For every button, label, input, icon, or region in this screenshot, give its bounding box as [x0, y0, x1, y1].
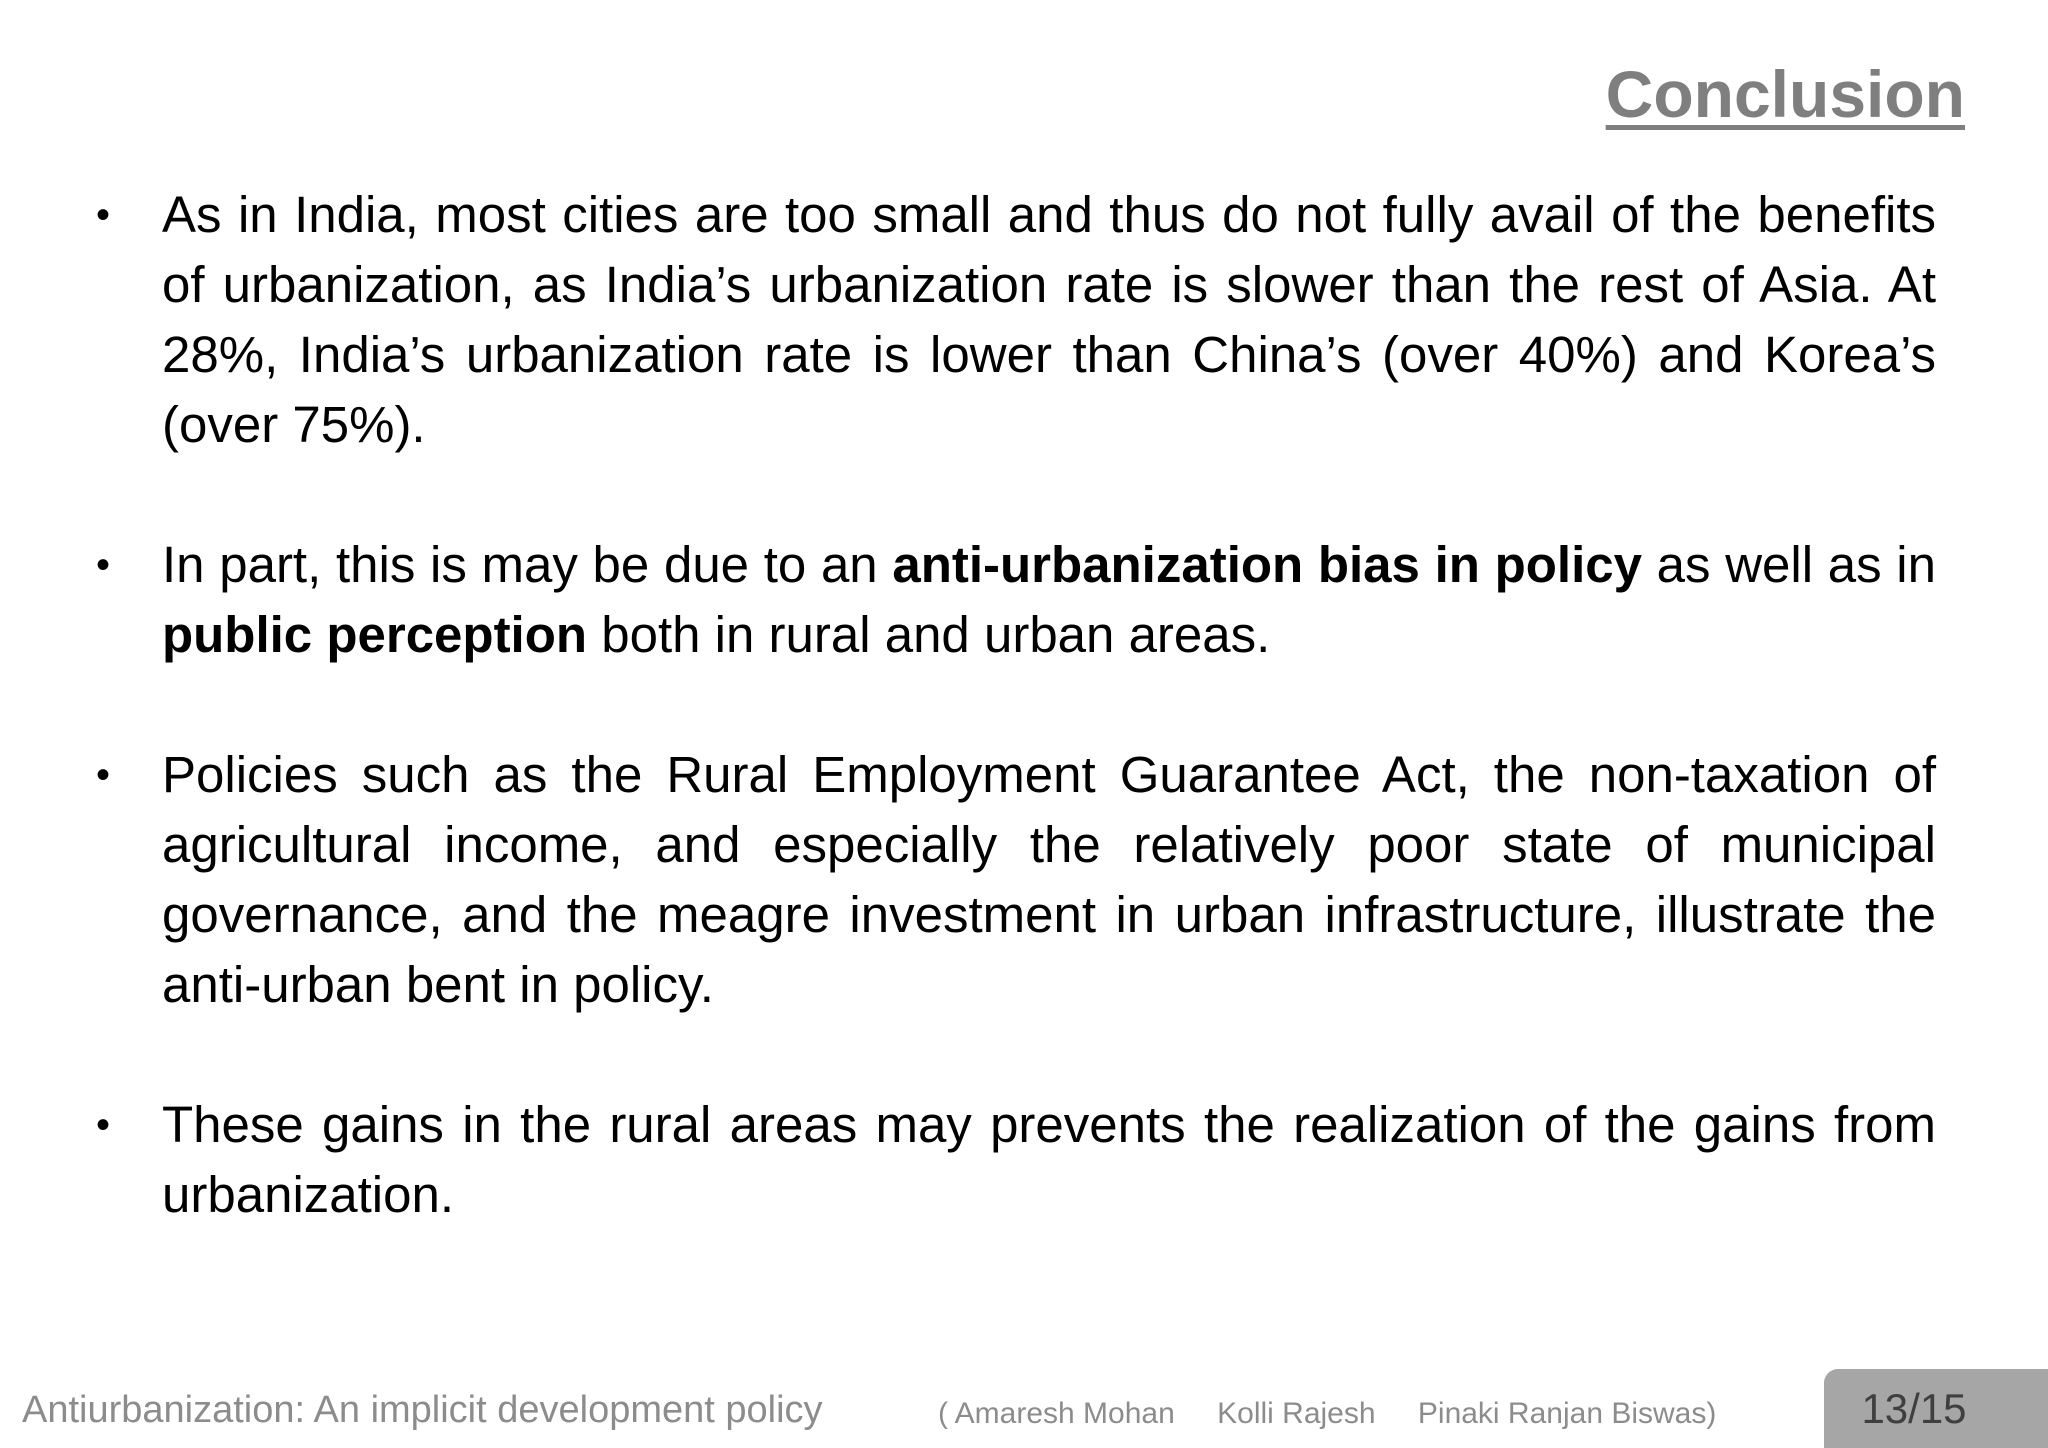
text-run: As in India, most cities are too small and thus do not fully avail of the benefits of urbanization, as India’s urbanization rate is slower than the rest of Asia. At 28%, India’s urbanization rate is lower than China’s (over 40%) and Korea’s (over 75%).	[162, 186, 1936, 453]
page-number: 13/15	[1861, 1385, 1967, 1432]
emphasis-text: anti-urbanization bias in policy	[892, 536, 1642, 593]
text-run: In part, this is may be due to an	[162, 536, 893, 593]
bullet-text	[162, 186, 1936, 453]
bullet-text	[162, 1096, 1936, 1223]
bullet-item	[92, 530, 1936, 670]
emphasis-text: public perception	[162, 606, 588, 663]
bullet-icon: •	[96, 193, 111, 237]
text-run: as well as in	[1641, 536, 1936, 593]
slide-title: Conclusion	[1605, 57, 1965, 131]
bullet-item	[92, 180, 1936, 460]
bullet-icon: •	[96, 1103, 111, 1147]
footer-authors	[938, 1397, 1716, 1431]
bullet-icon: •	[96, 753, 111, 797]
footer-author: Kolli Rajesh	[1217, 1397, 1376, 1430]
page-number-box	[1824, 1369, 2048, 1448]
footer-author: ( Amaresh Mohan	[938, 1397, 1175, 1430]
footer	[0, 1365, 2048, 1448]
bullet-item	[92, 740, 1936, 1020]
bullet-list	[92, 180, 1936, 1230]
footer-author: Pinaki Ranjan Biswas)	[1417, 1397, 1717, 1430]
footer-title: Antiurbanization: An implicit development policy	[22, 1389, 823, 1431]
text-run: both in rural and urban areas.	[587, 606, 1271, 663]
bullet-icon: •	[96, 543, 111, 587]
bullet-text	[162, 536, 1936, 663]
bullet-item	[92, 1090, 1936, 1230]
text-run: These gains in the rural areas may prevents the realization of the gains from urbanization.	[162, 1096, 1936, 1223]
bullet-text	[162, 746, 1936, 1013]
text-run: Policies such as the Rural Employment Guarantee Act, the non-taxation of agricultural income, and especially the relatively poor state of municipal governance, and the meagre investment in urban infrastructure, illustrate the anti-urban bent in policy.	[162, 746, 1936, 1013]
